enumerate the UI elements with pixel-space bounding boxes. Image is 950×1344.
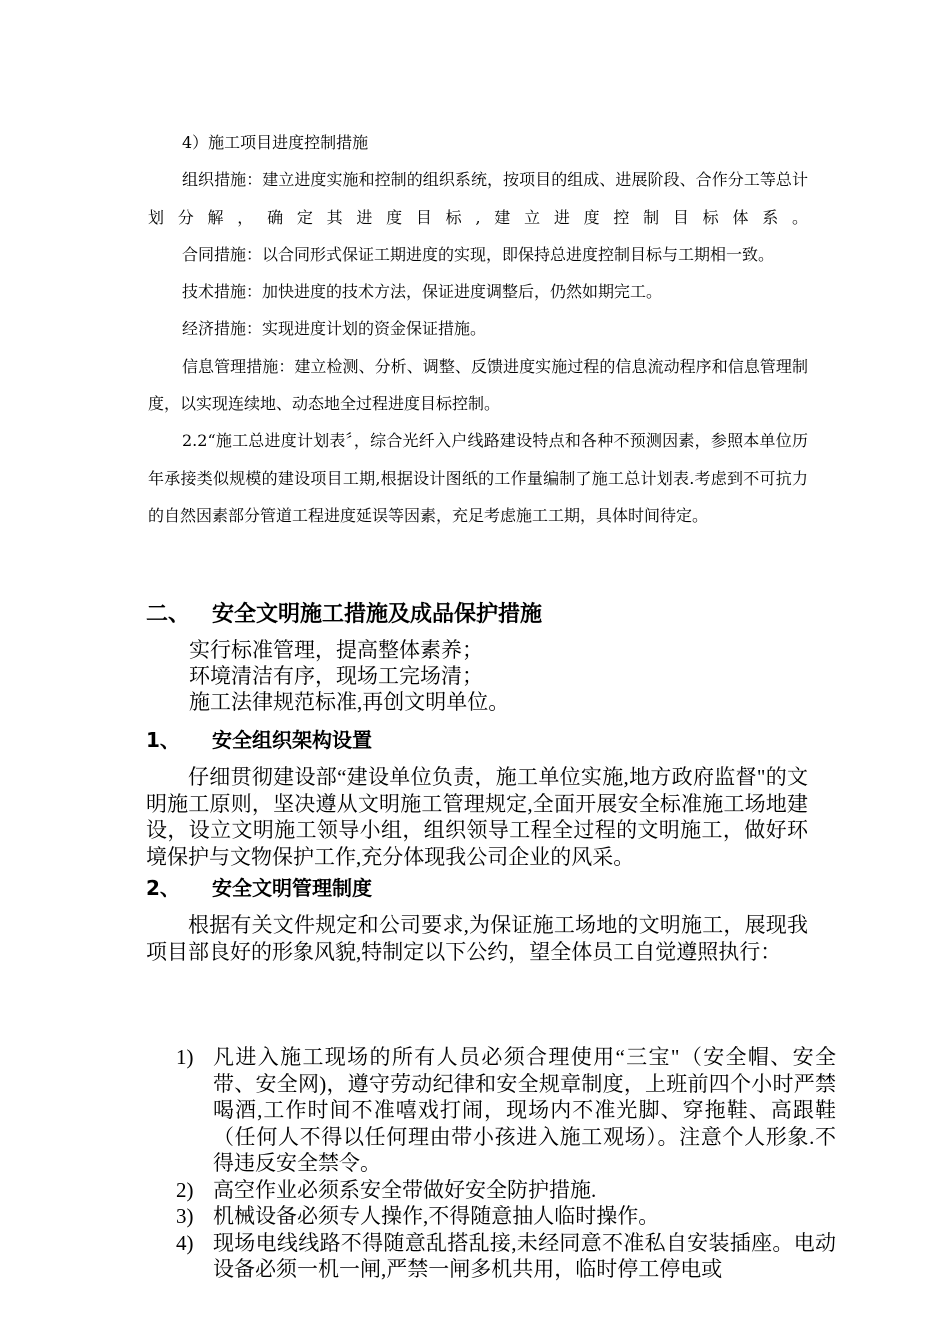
paragraph-organization-measures: 组织措施：建立进度实施和控制的组织系统，按项目的组成、进展阶段、合作分工等总计划分解，确定其进度目标,建立进度控制目标体系。 [148, 170, 808, 227]
motto-list [189, 637, 509, 715]
paragraph-progress-heading: 4）施工项目进度控制措施 [182, 133, 369, 152]
rules-list [176, 1044, 836, 1283]
list-item-text: 现场电线线路不得随意乱搭乱接,未经同意不准私自安装插座。电动设备必须一机一闸,严禁一闸多机共用，临时停工停电或 [213, 1230, 836, 1281]
progress-measures-section [148, 124, 808, 534]
list-item-text: 机械设备必须专人操作,不得随意抽人临时操作。 [213, 1204, 660, 1228]
paragraph-organization-setup: 仔细贯彻建设部“建设单位负责，施工单位实施,地方政府监督"的文明施工原则，坚决遵从文明施工管理规定,全面开展安全标准施工场地建设，设立文明施工领导小组，组织领导工程全过程的文明施工，做好环境保护与文物保护工作,充分体现我公司企业的风采。 [146, 765, 808, 869]
list-item-number: 4) [176, 1230, 194, 1255]
subheading-number: 1、 [146, 728, 180, 752]
subheading-title: 安全组织架构设置 [212, 728, 372, 752]
list-item [176, 1203, 836, 1230]
motto-line: 施工法律规范标准,再创文明单位。 [189, 690, 510, 714]
paragraph-schedule-table: 2.2“施工总进度计划表〞，综合光纤入户线路建设特点和各种不预测因素，参照本单位历年承接类似规模的建设项目工期,根据设计图纸的工作量编制了施工总计划表.考虑到不可抗力的自然因素部分管道工程进度延误等因素，充足考虑施工工期，具体时间待定。 [148, 431, 808, 525]
subheading-number: 2、 [146, 876, 180, 900]
motto-line: 实行标准管理，提高整体素养； [189, 638, 483, 662]
subheading-management [146, 873, 372, 903]
section-number: 二、 [146, 602, 191, 627]
paragraph-technical-measures: 技术措施：加快进度的技术方法，保证进度调整后，仍然如期完工。 [182, 282, 663, 302]
list-item-number: 3) [176, 1204, 194, 1228]
paragraph-economic-measures: 经济措施：实现进度计划的资金保证措施。 [182, 319, 487, 339]
list-item-text: 高空作业必须系安全带做好安全防护措施. [213, 1177, 597, 1202]
section-title: 安全文明施工措施及成品保护措施 [212, 602, 543, 627]
subheading-title: 安全文明管理制度 [212, 876, 372, 900]
list-item-number: 2) [176, 1177, 194, 1202]
list-item [176, 1177, 836, 1204]
list-item [176, 1044, 836, 1177]
list-item-number: 1) [176, 1045, 194, 1069]
subheading-organization [146, 725, 372, 755]
paragraph-information-measures: 信息管理措施：建立检测、分析、调整、反馈进度实施过程的信息流动程序和信息管理制度，以实现连续地、动态地全过程进度目标控制。 [148, 356, 808, 414]
list-item-text: 凡进入施工现场的所有人员必须合理使用“三宝"（安全帽、安全带、安全网)，遵守劳动纪律和安全规章制度，上班前四个小时严禁喝酒,工作时间不准嘻戏打闹，现场内不准光脚、穿拖鞋、高跟鞋（任何人不得以任何理由带小孩进入施工观场）。注意个人形象.不得违反安全禁令。 [213, 1045, 836, 1175]
paragraph-management-intro: 根据有关文件规定和公司要求,为保证施工场地的文明施工，展现我项目部良好的形象风貌,特制定以下公约，望全体员工自觉遵照执行： [146, 913, 808, 964]
list-item [176, 1230, 836, 1283]
motto-line: 环境清洁有序，现场工完场清； [189, 664, 483, 688]
section-heading-safety [146, 598, 542, 632]
paragraph-contract-measures: 合同措施：以合同形式保证工期进度的实现，即保持总进度控制目标与工期相一致。 [182, 244, 775, 264]
